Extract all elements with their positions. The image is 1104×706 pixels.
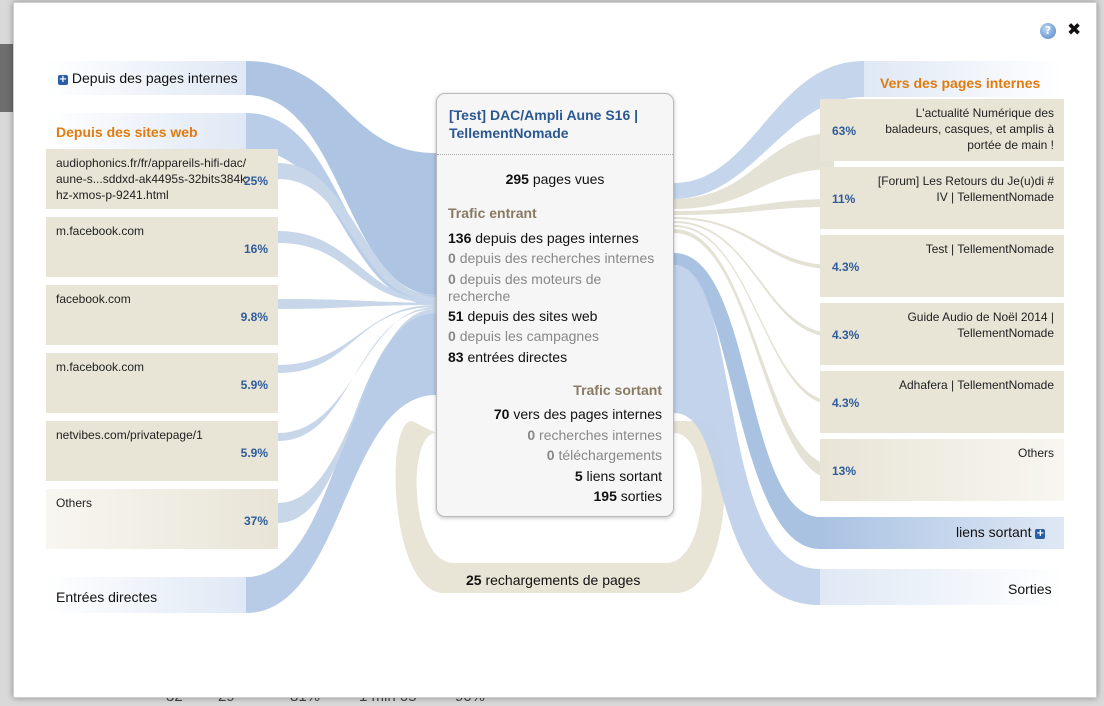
outgoing-heading: Trafic sortant — [573, 382, 662, 398]
outgoing-value: 195 — [593, 488, 617, 504]
websites-heading: Depuis des sites web — [56, 124, 198, 140]
outlinks-toggle[interactable] — [956, 524, 1045, 540]
incoming-row — [448, 250, 654, 267]
source-item[interactable] — [46, 421, 278, 481]
source-label: Others — [56, 496, 93, 510]
incoming-value: 83 — [448, 349, 464, 365]
dest-pct: 11% — [832, 192, 856, 206]
source-pct: 16% — [243, 242, 268, 256]
plus-icon[interactable]: + — [58, 74, 68, 85]
source-item[interactable] — [46, 217, 278, 277]
dest-label: Test | TellementNomade — [925, 242, 1054, 256]
incoming-label: depuis des recherches internes — [459, 250, 655, 266]
dest-item[interactable] — [820, 371, 1064, 433]
outgoing-value: 0 — [527, 427, 536, 443]
source-label: m.facebook.com — [56, 360, 145, 374]
to-internal-heading: Vers des pages internes — [880, 75, 1041, 91]
dest-item[interactable] — [820, 303, 1064, 365]
source-label: netvibes.com/privatepage/1 — [56, 428, 203, 442]
incoming-label: entrées directes — [467, 349, 568, 365]
source-label: facebook.com — [56, 292, 131, 306]
pageviews-label: pages vues — [532, 171, 605, 187]
incoming-label: depuis des pages internes — [475, 230, 639, 246]
outgoing-row — [575, 468, 662, 485]
outlinks-label: liens sortant — [956, 524, 1032, 540]
source-pct: 37% — [243, 514, 268, 528]
background-sidebar-strip — [0, 44, 14, 112]
dest-pct: 4.3% — [832, 328, 860, 342]
incoming-value: 0 — [448, 250, 456, 266]
incoming-value: 0 — [448, 271, 456, 287]
outgoing-label: téléchargements — [558, 447, 662, 463]
incoming-label: depuis des sites web — [467, 308, 598, 324]
divider — [437, 154, 673, 155]
outgoing-label: vers des pages internes — [513, 406, 662, 422]
dest-pct: 4.3% — [832, 396, 860, 410]
outgoing-label: sorties — [620, 488, 662, 504]
incoming-label: depuis des moteurs de recherche — [448, 271, 602, 304]
outgoing-row — [594, 488, 662, 505]
help-icon[interactable]: ? — [1040, 23, 1056, 39]
source-pct: 25% — [243, 174, 268, 188]
incoming-row — [448, 271, 648, 305]
exits-label: Sorties — [1008, 581, 1052, 597]
source-item[interactable] — [46, 149, 278, 209]
reloads-label — [466, 572, 640, 588]
close-icon[interactable]: ✖ — [1067, 20, 1082, 40]
dest-item[interactable] — [820, 167, 1064, 229]
internal-pages-toggle[interactable] — [58, 70, 238, 86]
reloads-text: rechargements de pages — [485, 572, 641, 588]
source-pct: 9.8% — [240, 310, 268, 324]
incoming-label: depuis les campagnes — [459, 328, 599, 344]
source-item[interactable] — [46, 353, 278, 413]
dest-label: [Forum] Les Retours du Je(u)di # IV | TellementNomade — [877, 174, 1054, 204]
outgoing-row — [527, 427, 662, 444]
dest-item[interactable] — [820, 235, 1064, 297]
incoming-value: 51 — [448, 308, 464, 324]
outgoing-value: 0 — [546, 447, 555, 463]
page-detail-panel — [436, 93, 674, 517]
incoming-row — [448, 230, 639, 247]
transitions-modal — [13, 2, 1097, 698]
dest-item[interactable] — [820, 99, 1064, 161]
incoming-row — [448, 328, 599, 345]
source-item-others[interactable] — [46, 489, 278, 549]
source-pct: 5.9% — [240, 378, 268, 392]
dest-item-others[interactable] — [820, 439, 1064, 501]
incoming-heading: Trafic entrant — [448, 205, 537, 221]
source-label: m.facebook.com — [56, 224, 145, 238]
outgoing-row — [494, 406, 662, 423]
outgoing-value: 5 — [574, 468, 583, 484]
outgoing-label: recherches internes — [539, 427, 662, 443]
outgoing-label: liens sortant — [586, 468, 662, 484]
outgoing-value: 70 — [493, 406, 510, 422]
internal-pages-label: Depuis des pages internes — [71, 70, 238, 86]
source-pct: 5.9% — [240, 446, 268, 460]
incoming-row — [448, 349, 567, 366]
incoming-value: 136 — [448, 230, 472, 246]
dest-pct: 63% — [832, 124, 857, 138]
source-label: audiophonics.fr/fr/appareils-hifi-dac/aune-s...sddxd-ak4495s-32bits384khz-xmos-p-9241.html — [56, 156, 247, 202]
dest-label: Others — [1017, 446, 1054, 460]
reloads-value: 25 — [466, 572, 482, 588]
direct-entries-label: Entrées directes — [56, 589, 158, 605]
outgoing-row — [547, 447, 662, 464]
pageviews-value: 295 — [505, 171, 529, 187]
dest-label: Adhafera | TellementNomade — [899, 378, 1054, 392]
pageviews — [437, 171, 673, 188]
dest-label: Guide Audio de Noël 2014 | TellementNomade — [907, 310, 1054, 340]
source-item[interactable] — [46, 285, 278, 345]
dest-pct: 13% — [832, 464, 857, 478]
dest-pct: 4.3% — [832, 260, 860, 274]
page-title[interactable]: [Test] DAC/Ampli Aune S16 | TellementNomade — [449, 107, 639, 141]
incoming-row — [448, 308, 597, 325]
incoming-value: 0 — [448, 328, 456, 344]
plus-icon[interactable]: + — [1036, 528, 1045, 539]
dest-label: L'actualité Numérique des baladeurs, casques, et amplis à portée de main ! — [885, 106, 1054, 152]
